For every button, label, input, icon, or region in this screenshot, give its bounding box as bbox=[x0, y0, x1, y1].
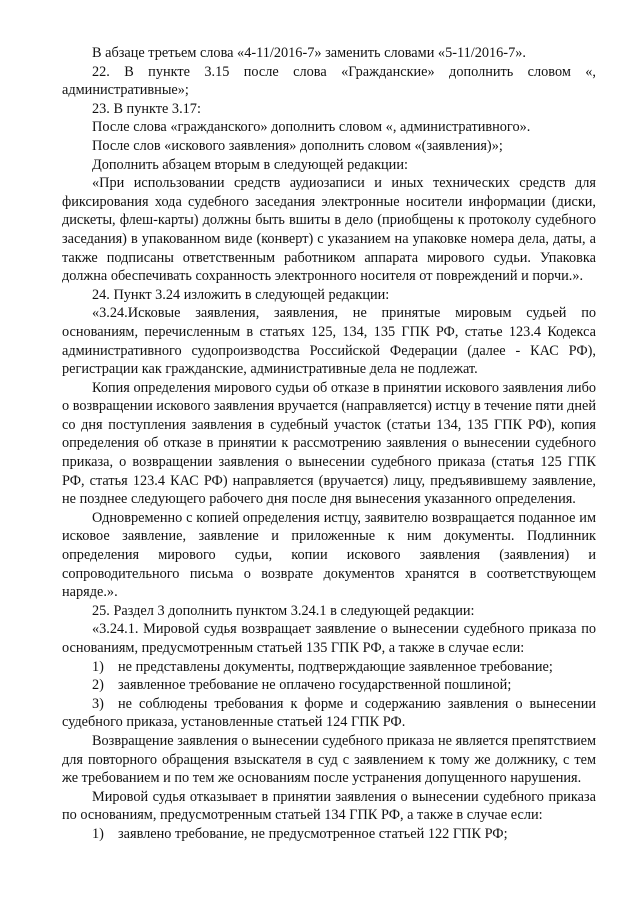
paragraph: «При использовании средств аудиозаписи и иных технических средств для фиксирования хода судебного заседания электронные носители информации (диски, дискеты, флеш-карты) должны быть вшиты в дело (приобщены к протоколу судебного заседания) в упакованном виде (конверт) с указанием на упаковке номера дела, даты, а также подписаны ответственным работником аппарата мирового судьи. Упаковка должна обеспечивать сохранность электронного носителя от повреждений и порчи.». bbox=[62, 175, 596, 285]
list-item-text: не соблюдены требования к форме и содержанию заявления о вынесении судебного приказа, установленные статьей 124 ГПК РФ. bbox=[62, 695, 596, 731]
list-item bbox=[62, 676, 596, 695]
paragraph: Возвращение заявления о вынесении судебного приказа не является препятствием для повторного обращения взыскателя в суд с заявлением к тому же должнику, с тем же требованием и по тем же основаниям после устранения допущенного нарушения. bbox=[62, 732, 596, 787]
list-number: 1) bbox=[92, 825, 104, 842]
list-item bbox=[62, 695, 596, 732]
paragraph: «3.24.Исковые заявления, заявления, не принятые мировым судьей по основаниям, перечисленным в статьях 125, 134, 135 ГПК РФ, статье 123.4 Кодекса административного судопроизводства Российской Федерации (далее - КАС РФ), регистрации как гражданские, административные дела не подлежат. bbox=[62, 305, 596, 378]
paragraph: Одновременно с копией определения истцу, заявителю возвращается поданное им исковое заявление, заявление и приложенные к ним документы. Подлинник определения мирового судьи, копии искового заявления (заявления) и сопроводительного письма о возврате документов хранятся в соответствующем наряде.». bbox=[62, 509, 596, 601]
paragraph: После слов «искового заявления» дополнить словом «(заявления)»; bbox=[92, 137, 503, 154]
list-item-text: заявленное требование не оплачено государственной пошлиной; bbox=[118, 677, 512, 694]
paragraph: После слова «гражданского» дополнить словом «, административного». bbox=[92, 119, 531, 136]
list-number: 3) bbox=[92, 695, 104, 712]
paragraph: 23. В пункте 3.17: bbox=[92, 100, 201, 117]
paragraph: Мировой судья отказывает в принятии заявления о вынесении судебного приказа по основаниям, предусмотренным статьей 134 ГПК РФ, а также в случае если: bbox=[62, 788, 596, 824]
document-page bbox=[62, 44, 596, 844]
paragraph: 22. В пункте 3.15 после слова «Гражданские» дополнить словом «, административные»; bbox=[62, 63, 596, 99]
list-item-text: не представлены документы, подтверждающие заявленное требование; bbox=[118, 658, 553, 675]
paragraph: «3.24.1. Мировой судья возвращает заявление о вынесении судебного приказа по основаниям, предусмотренным статьей 135 ГПК РФ, а также в случае если: bbox=[62, 621, 596, 656]
paragraph: 25. Раздел 3 дополнить пунктом 3.24.1 в следующей редакции: bbox=[92, 602, 475, 619]
list-number: 1) bbox=[92, 658, 104, 675]
list-item-text: заявлено требование, не предусмотренное статьей 122 ГПК РФ; bbox=[118, 825, 508, 842]
paragraph: Дополнить абзацем вторым в следующей редакции: bbox=[92, 156, 408, 173]
list-item bbox=[62, 825, 596, 844]
list-number: 2) bbox=[92, 677, 104, 694]
paragraph: Копия определения мирового судьи об отказе в принятии искового заявления либо о возвращении искового заявления вручается (направляется) истцу в течение пяти дней со дня поступления заявления в судебный участок (статьи 134, 135 ГПК РФ), копия определения об отказе в принятии к рассмотрению заявления о вынесении судебного приказа, о возвращении заявления о вынесении судебного приказа (статья 125 ГПК РФ, статья 123.4 КАС РФ) направляется (вручается) лицу, предъявившему заявление, не позднее следующего рабочего дня после дня вынесения указанного определения. bbox=[62, 379, 596, 508]
paragraph: В абзаце третьем слова «4-11/2016-7» заменить словами «5-11/2016-7». bbox=[92, 45, 526, 61]
paragraph: 24. Пункт 3.24 изложить в следующей редакции: bbox=[92, 286, 390, 303]
list-item bbox=[62, 658, 596, 677]
